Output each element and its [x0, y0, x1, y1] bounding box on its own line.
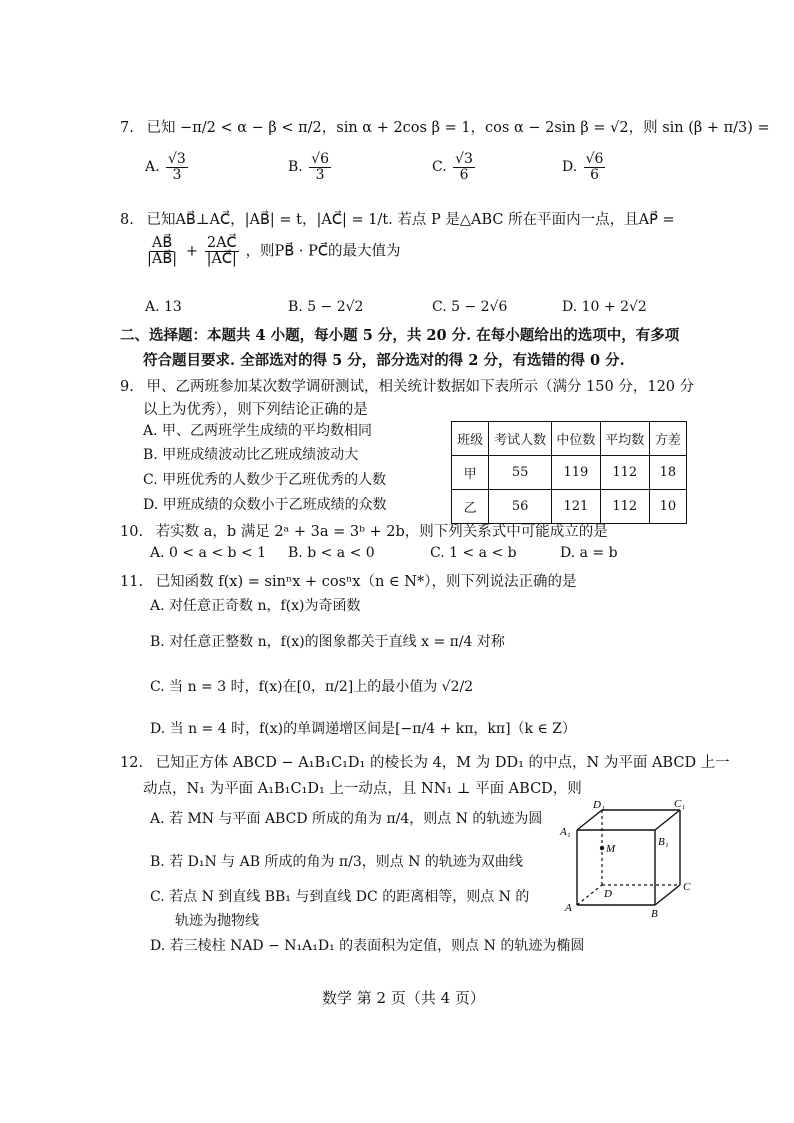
- table-cell: 10: [649, 490, 686, 524]
- vertex-label-a: A: [565, 902, 572, 914]
- q12-option-c-cont: 轨迹为抛物线: [175, 913, 259, 929]
- option-a: A. $\frac{√3}{3}$: [145, 151, 186, 183]
- question-number: 10.: [120, 524, 144, 540]
- table-header: 班级: [452, 422, 489, 456]
- q10-stem: [120, 520, 608, 541]
- table-header-row: [452, 422, 687, 456]
- question-text: 已知函数 f(x) = sinⁿx + cosⁿx（n ∈ N*），则下列说法正确的是: [155, 574, 577, 590]
- q11-option-c: C. 当 n = 3 时，f(x)在[0，π/2]上的最小值为 √2/2: [150, 679, 474, 695]
- option-b: B. b < a < 0: [288, 545, 375, 561]
- option-b: B. $\frac{√6}{3}$: [288, 151, 330, 183]
- question-number: 8.: [120, 212, 134, 228]
- q11-option-d: D. 当 n = 4 时，f(x)的单调递增区间是[−π/4 + kπ，kπ]（k ∈ Z）: [150, 721, 577, 737]
- q12-line1: [120, 751, 730, 772]
- q9-option-a: A. 甲、乙两班学生成绩的平均数相同: [143, 423, 373, 439]
- vertex-label-b1: B₁: [658, 836, 669, 848]
- table-cell: 55: [489, 456, 552, 490]
- vertex-label-b: B: [651, 908, 658, 920]
- cube-figure: [552, 795, 697, 920]
- option-b: B. 5 − 2√2: [288, 299, 364, 315]
- q7-options: [145, 152, 625, 192]
- q8-line1: [120, 208, 675, 229]
- q11-option-b: B. 对任意正整数 n，f(x)的图象都关于直线 x = π/4 对称: [150, 634, 505, 650]
- q9-option-c: C. 甲班优秀的人数少于乙班优秀的人数: [143, 472, 387, 488]
- section-heading: 二、选择题：本题共 4 小题，每小题 5 分，共 20 分. 在每小题给出的选项中，有多项: [120, 327, 680, 344]
- q11-option-a: A. 对任意正奇数 n，f(x)为奇函数: [150, 598, 361, 614]
- question-text: 已知AB⃗⊥AC⃗，|AB⃗| = t，|AC⃗| = 1/t. 若点 P 是△ABC 所在平面内一点，且AP⃗ =: [146, 212, 675, 228]
- point-label-m: M: [606, 843, 616, 855]
- q9-option-b: B. 甲班成绩波动比乙班成绩波动大: [143, 447, 359, 463]
- q12-option-d: D. 若三棱柱 NAD − N₁A₁D₁ 的表面积为定值，则点 N 的轨迹为椭圆: [150, 938, 585, 954]
- q12-option-b: B. 若 D₁N 与 AB 所成的角为 π/3，则点 N 的轨迹为双曲线: [150, 854, 523, 870]
- fraction-ab: $\frac{AB⃗}{|AB⃗|}$: [147, 235, 178, 268]
- table-header: 考试人数: [489, 422, 552, 456]
- question-text: 已知正方体 ABCD − A₁B₁C₁D₁ 的棱长为 4，M 为 DD₁ 的中点，N 为平面 ABCD 上一: [155, 755, 730, 771]
- table-cell: 119: [551, 456, 600, 490]
- vertex-label-c1: C₁: [674, 798, 686, 810]
- table-cell: 甲: [452, 456, 489, 490]
- question-number: 9.: [120, 379, 134, 395]
- table-row: [452, 490, 687, 524]
- question-number: 12.: [120, 755, 144, 771]
- option-d: D. 10 + 2√2: [562, 299, 647, 315]
- option-d: D. a = b: [560, 545, 618, 561]
- q9-line2: 以上为优秀），则下列结论正确的是: [143, 402, 368, 418]
- question-number: 11.: [120, 574, 144, 590]
- question-text: 已知 −π/2 < α − β < π/2，sin α + 2cos β = 1，cos α − 2sin β = √2，则 sin (β + π/3) =: [146, 120, 770, 136]
- vertex-label-c: C: [683, 881, 691, 893]
- q11-stem: [120, 570, 576, 591]
- section-heading-cont: 符合题目要求. 全部选对的得 5 分，部分选对的得 2 分，有选错的得 0 分.: [143, 352, 625, 369]
- option-d: D. $\frac{√6}{6}$: [562, 151, 604, 183]
- q8-line2: $\frac{AB⃗}{|AB⃗|}$ + $\frac{2AC⃗}{|AC⃗|}$ ，则PB⃗ · PC⃗的最大值为: [147, 235, 401, 268]
- vertex-label-d1: D₁: [593, 799, 605, 811]
- table-cell: 56: [489, 490, 552, 524]
- table-cell: 121: [551, 490, 600, 524]
- option-c: C. 5 − 2√6: [432, 299, 508, 315]
- vertex-label-a1: A₁: [560, 826, 571, 838]
- q9-line1: [120, 375, 694, 396]
- q9-option-d: D. 甲班成绩的众数小于乙班成绩的众数: [143, 497, 387, 513]
- table-row: [452, 456, 687, 490]
- option-a: A. 13: [145, 299, 182, 315]
- q8-options: [145, 299, 665, 319]
- q7-stem: [120, 116, 770, 137]
- question-text: 甲、乙两班参加某次数学调研测试，相关统计数据如下表所示（满分 150 分，120 分: [146, 379, 695, 395]
- table-header: 中位数: [551, 422, 600, 456]
- question-text: 若实数 a，b 满足 2ᵃ + 3a = 3ᵇ + 2b，则下列关系式中可能成立的是: [155, 524, 608, 540]
- q10-options: [150, 545, 630, 565]
- option-c: C. $\frac{√3}{6}$: [432, 151, 473, 183]
- vertex-label-d: D: [604, 888, 612, 900]
- fraction-ac: $\frac{2AC⃗}{|AC⃗|}$: [206, 235, 237, 268]
- table-cell: 乙: [452, 490, 489, 524]
- table-cell: 18: [649, 456, 686, 490]
- table-cell: 112: [600, 490, 649, 524]
- q12-option-c: C. 若点 N 到直线 BB₁ 与到直线 DC 的距离相等，则点 N 的: [150, 889, 530, 905]
- table-header: 方差: [649, 422, 686, 456]
- option-c: C. 1 < a < b: [430, 545, 517, 561]
- page-footer: 数学 第 2 页（共 4 页）: [322, 989, 485, 1007]
- q12-line2: 动点，N₁ 为平面 A₁B₁C₁D₁ 上一动点，且 NN₁ ⊥ 平面 ABCD，则: [143, 781, 582, 797]
- option-a: A. 0 < a < b < 1: [150, 545, 267, 561]
- table-cell: 112: [600, 456, 649, 490]
- q12-option-a: A. 若 MN 与平面 ABCD 所成的角为 π/4，则点 N 的轨迹为圆: [150, 811, 543, 827]
- question-number: 7.: [120, 120, 134, 136]
- table-header: 平均数: [600, 422, 649, 456]
- stats-table: [451, 421, 687, 524]
